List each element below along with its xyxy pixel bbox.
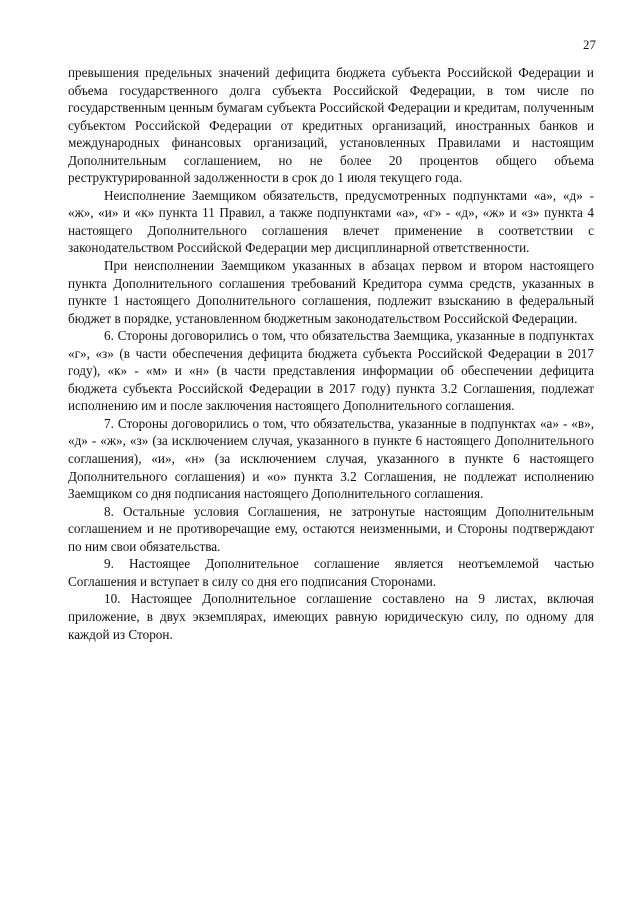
page-number: 27 bbox=[583, 37, 596, 52]
paragraph-clause-7: 7. Стороны договорились о том, что обязательства, указанные в подпунктах «а» - «в», «д» - «ж», «з» (за исключением случая, указанного в пункте 6 настоящего Дополнительного соглашения), «и», «н» (за исключением случая, указанного в пункте 6 настоящего Дополнительного соглашения) и «о» пункта 3.2 Соглашения, не подлежат исполнению Заемщиком со дня подписания настоящего Дополнительного соглашения. bbox=[68, 415, 594, 502]
paragraph-clause-10: 10. Настоящее Дополнительное соглашение составлено на 9 листах, включая приложение, в двух экземплярах, имеющих равную юридическую силу, по одному для каждой из Сторон. bbox=[68, 591, 594, 642]
paragraph-clause-6: 6. Стороны договорились о том, что обязательства Заемщика, указанные в подпунктах «г», «з» (в части обеспечения дефицита бюджета субъекта Российской Федерации в 2017 году), «к» - «м» и «н» (в части представления информации об обеспечении дефицита бюджета субъекта Российской Федерации в 2017 году) пункта 3.2 Соглашения, подлежат исполнению им и после заключения настоящего Дополнительного соглашения. bbox=[68, 328, 594, 414]
paragraph-recovery-to-federal-budget: При неисполнении Заемщиком указанных в абзацах первом и втором настоящего пункта Дополнительного соглашения требований Кредитора сумма средств, указанных в пункте 1 настоящего Дополнительного соглашения, подлежит взысканию в федеральный бюджет в порядке, установленном бюджетным законодательством Российской Федерации. bbox=[68, 258, 594, 326]
paragraph-clause-8: 8. Остальные условия Соглашения, не затронутые настоящим Дополнительным соглашением и не противоречащие ему, остаются неизменными, и Стороны подтверждают по ним свои обязательства. bbox=[68, 503, 594, 554]
paragraph-continuation: превышения предельных значений дефицита бюджета субъекта Российской Федерации и объема государственного долга субъекта Российской Федерации, в том числе по государственным ценным бумагам субъекта Российской Федерации и кредитам, полученным субъектом Российской Федерации от кредитных организаций, иностранных банков и международных финансовых организаций, установленных Правилами и настоящим Дополнительным соглашением, но не более 20 процентов общего объема реструктурированной задолженности в срок до 1 июля текущего года. bbox=[68, 65, 594, 186]
document-body bbox=[68, 64, 594, 643]
paragraph-non-fulfillment-liability: Неисполнение Заемщиком обязательств, предусмотренных подпунктами «а», «д» - «ж», «и» и «к» пункта 11 Правил, а также подпунктами «а», «г» - «д», «ж» и «з» пункта 4 настоящего Дополнительного соглашения влечет применение в соответствии с законодательством Российской Федерации мер дисциплинарной ответственности. bbox=[68, 187, 594, 256]
paragraph-clause-9: 9. Настоящее Дополнительное соглашение является неотъемлемой частью Соглашения и вступает в силу со дня его подписания Сторонами. bbox=[68, 556, 594, 589]
